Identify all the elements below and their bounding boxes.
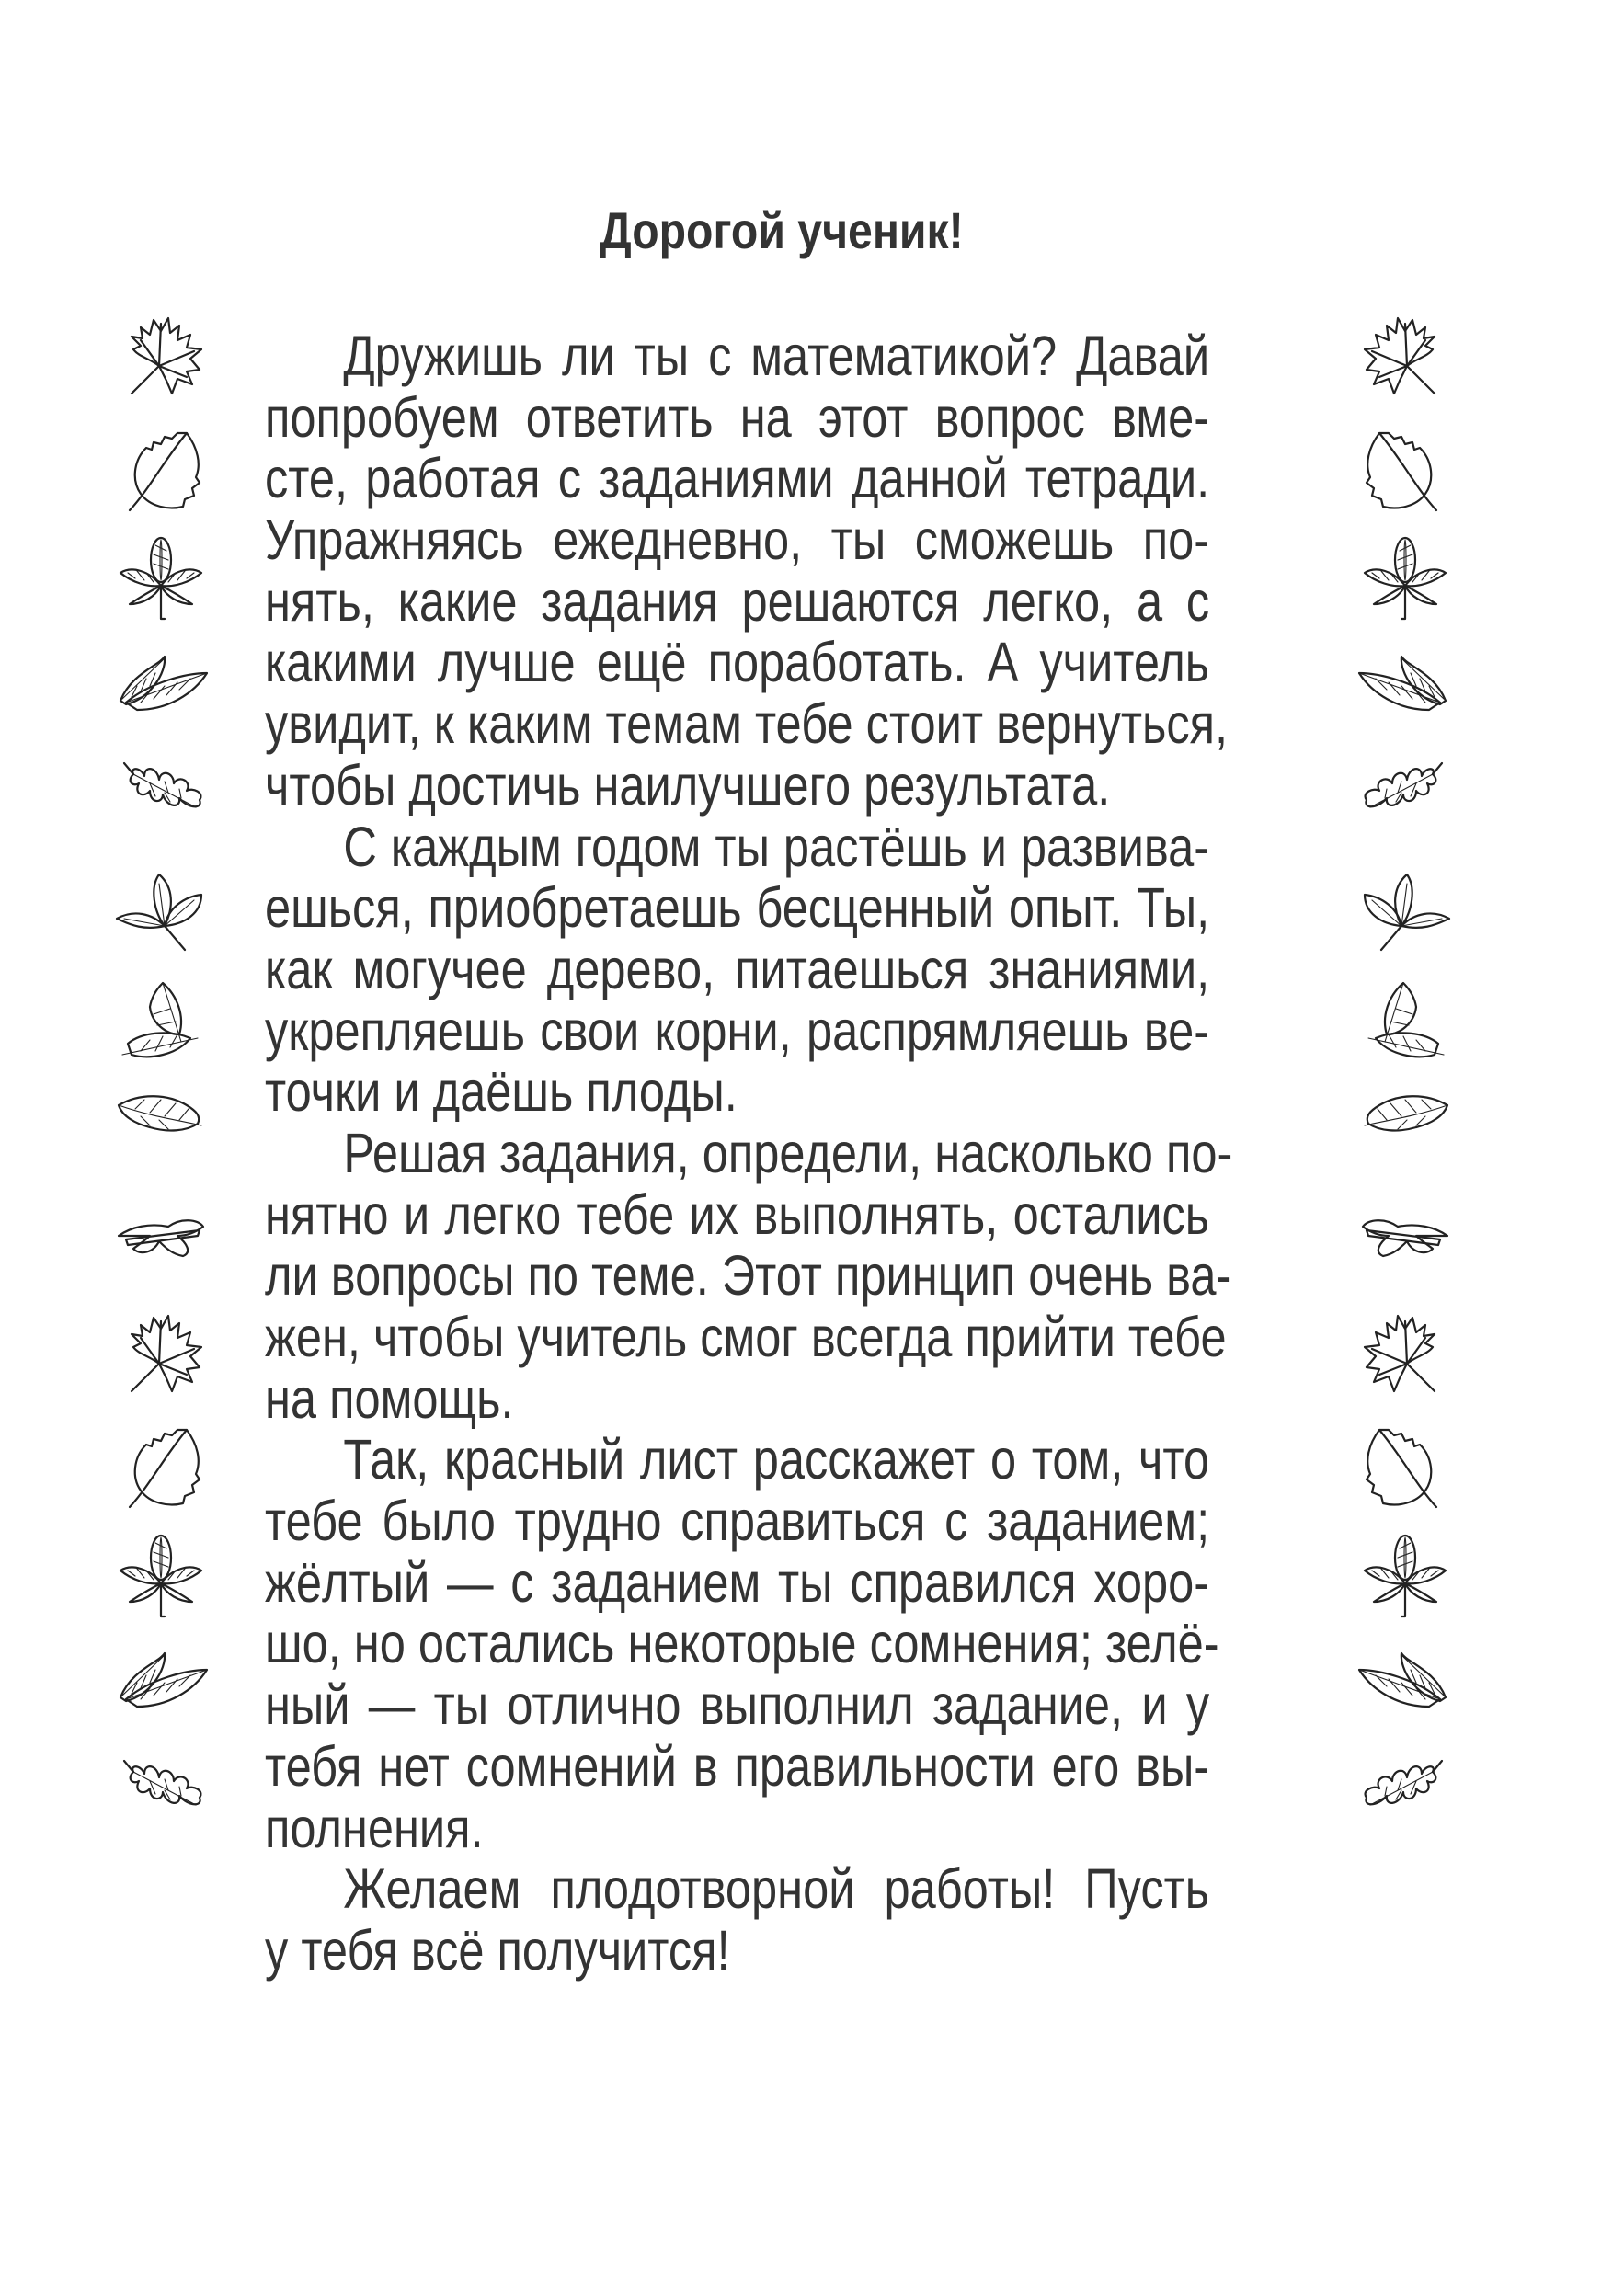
trefoil-leaf-drawing (113, 867, 214, 959)
oak-cluster-leaf-drawing (113, 1199, 214, 1291)
text-line (265, 1920, 1209, 1982)
text-line (265, 877, 1209, 939)
text-line (265, 939, 1209, 1000)
letter-body (265, 325, 1233, 1982)
text-line (265, 1061, 1209, 1123)
text-line-content: на помощь. (265, 1366, 514, 1430)
text-line-content: Дружишь ли ты с математикой? Давай (343, 325, 1210, 387)
text-line-content: увидит, к каким темам тебе стоит вернуться, (265, 692, 1229, 756)
chestnut-leaf-icon (113, 1532, 214, 1624)
text-line (265, 1798, 1209, 1859)
text-line-content: тебе было трудно справиться с заданием; (265, 1490, 1210, 1553)
text-line-content: Решая задания, определи, насколько по- (343, 1121, 1233, 1184)
text-line (265, 817, 1209, 878)
text-line-content: ешься, приобретаешь бесценный опыт. Ты, (265, 876, 1210, 940)
maple-leaf-icon (1352, 313, 1453, 405)
text-line-content: С каждым годом ты растёшь и развива- (343, 815, 1210, 878)
oak-leaf-drawing (113, 756, 214, 848)
text-line-content: точки и даёшь плоды. (265, 1060, 738, 1124)
birch-leaf-icon (113, 424, 214, 516)
birch-leaf-drawing (1352, 424, 1453, 516)
text-line-content: тебя нет сомнений в правильности его вы- (265, 1734, 1210, 1798)
poplar-pair-leaf-drawing (1352, 977, 1453, 1069)
elm-leaf-icon (1352, 1089, 1453, 1181)
text-line (265, 1121, 1233, 1184)
page-title: Дорогой ученик! (600, 201, 964, 259)
text-line (265, 1306, 1227, 1368)
birch-leaf-drawing (1352, 1421, 1453, 1513)
elm-leaf-drawing (113, 1089, 214, 1181)
elm-leaf-icon (113, 1089, 214, 1181)
text-line (265, 1429, 1209, 1491)
text-line-content: укрепляешь свои корни, распрямляешь ве- (265, 999, 1210, 1062)
elm-pair-leaf-drawing (1352, 645, 1453, 737)
text-line-content: попробуем ответить на этот вопрос вме- (265, 385, 1210, 449)
text-line-content: сте, работая с заданиями данной тетради. (265, 447, 1210, 510)
oak-leaf-drawing (1352, 1753, 1453, 1845)
chestnut-leaf-icon (1352, 534, 1453, 626)
elm-pair-leaf-icon (1352, 1642, 1453, 1734)
text-line (265, 1491, 1209, 1552)
text-line-content: полнения. (265, 1796, 484, 1859)
text-line (265, 692, 1229, 756)
maple-leaf-icon (1352, 1310, 1453, 1402)
text-line-content: нятно и легко тебе их выполнять, остались (265, 1182, 1210, 1246)
elm-pair-leaf-drawing (1352, 1642, 1453, 1734)
maple-leaf-drawing (113, 1310, 214, 1402)
text-line-content: Так, красный лист расскажет о том, что (343, 1428, 1210, 1491)
text-line-content: Желаем плодотворной работы! Пусть (343, 1857, 1210, 1921)
elm-pair-leaf-icon (1352, 645, 1453, 737)
text-line (265, 509, 1209, 571)
text-line-content: жен, чтобы учитель смог всегда прийти тебе (265, 1306, 1227, 1368)
elm-pair-leaf-icon (113, 1642, 214, 1734)
text-line-content: жёлтый — с заданием ты справился хоро- (265, 1550, 1210, 1614)
oak-leaf-icon (113, 1753, 214, 1845)
trefoil-leaf-drawing (1352, 867, 1453, 959)
oak-leaf-icon (113, 756, 214, 848)
elm-pair-leaf-drawing (113, 1642, 214, 1734)
oak-leaf-icon (1352, 1753, 1453, 1845)
text-line (265, 326, 1209, 387)
text-line (265, 1552, 1209, 1614)
birch-leaf-drawing (113, 424, 214, 516)
poplar-pair-leaf-icon (1352, 977, 1453, 1069)
chestnut-leaf-drawing (1352, 534, 1453, 626)
trefoil-leaf-icon (1352, 867, 1453, 959)
text-line (265, 1244, 1232, 1308)
oak-cluster-leaf-icon (113, 1199, 214, 1291)
oak-leaf-drawing (113, 1753, 214, 1845)
poplar-pair-leaf-drawing (113, 977, 214, 1069)
text-line (265, 571, 1209, 633)
elm-pair-leaf-drawing (113, 645, 214, 737)
text-line-content: у тебя всё получится! (265, 1918, 730, 1982)
oak-cluster-leaf-drawing (1352, 1199, 1453, 1291)
chestnut-leaf-icon (1352, 1532, 1453, 1624)
chestnut-leaf-drawing (1352, 1532, 1453, 1624)
chestnut-leaf-icon (113, 534, 214, 626)
oak-cluster-leaf-icon (1352, 1199, 1453, 1291)
maple-leaf-drawing (1352, 1310, 1453, 1402)
text-line (265, 1612, 1219, 1675)
maple-leaf-drawing (113, 313, 214, 405)
maple-leaf-icon (113, 313, 214, 405)
elm-pair-leaf-icon (113, 645, 214, 737)
text-line-content: нять, какие задания решаются легко, а с (265, 569, 1210, 633)
text-line (265, 448, 1209, 509)
oak-leaf-drawing (1352, 756, 1453, 848)
birch-leaf-icon (113, 1421, 214, 1513)
text-line (265, 1858, 1209, 1920)
text-line-content: Упражняясь ежедневно, ты сможешь по- (265, 508, 1210, 572)
oak-leaf-icon (1352, 756, 1453, 848)
text-line (265, 755, 1209, 817)
text-line-content: ный — ты отлично выполнил задание, и у (265, 1673, 1210, 1737)
text-line-content: шо, но остались некоторые сомнения; зелё- (265, 1612, 1219, 1675)
poplar-pair-leaf-icon (113, 977, 214, 1069)
birch-leaf-icon (1352, 1421, 1453, 1513)
text-line (265, 1000, 1209, 1062)
text-line-content: чтобы достичь наилучшего результата. (265, 753, 1111, 817)
text-line (265, 1368, 1209, 1430)
text-line (265, 1736, 1209, 1798)
text-line (265, 387, 1209, 449)
birch-leaf-drawing (113, 1421, 214, 1513)
maple-leaf-drawing (1352, 313, 1453, 405)
chestnut-leaf-drawing (113, 534, 214, 626)
text-line (265, 1184, 1209, 1246)
elm-leaf-drawing (1352, 1089, 1453, 1181)
chestnut-leaf-drawing (113, 1532, 214, 1624)
birch-leaf-icon (1352, 424, 1453, 516)
text-line-content: какими лучше ещё поработать. А учитель (265, 631, 1210, 694)
text-line-content: как могучее дерево, питаешься знаниями, (265, 937, 1210, 1000)
text-line (265, 1674, 1209, 1736)
text-line-content: ли вопросы по теме. Этот принцип очень ва- (265, 1244, 1232, 1308)
trefoil-leaf-icon (113, 867, 214, 959)
maple-leaf-icon (113, 1310, 214, 1402)
text-line (265, 632, 1209, 693)
